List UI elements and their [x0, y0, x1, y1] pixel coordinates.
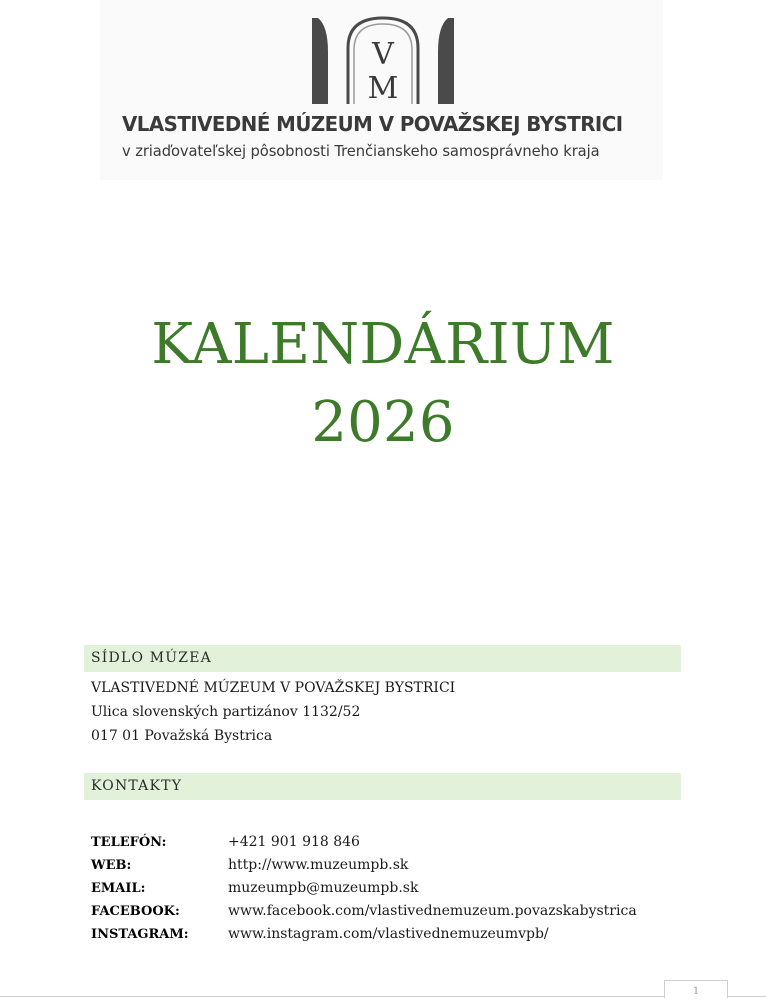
email-label: EMAIL:	[91, 881, 146, 896]
museum-logo	[100, 0, 663, 180]
logo-monogram-v: V	[372, 37, 394, 72]
phone-label: TELEFÓN:	[91, 835, 167, 850]
email-link[interactable]: muzeumpb@muzeumpb.sk	[228, 880, 419, 896]
address-museum-name: VLASTIVEDNÉ MÚZEUM V POVAŽSKEJ BYSTRICI	[91, 680, 456, 696]
seat-section-header: SÍDLO MÚZEA	[84, 645, 681, 672]
address-street: Ulica slovenských partizánov 1132/52	[91, 704, 361, 720]
logo-title: VLASTIVEDNÉ MÚZEUM V POVAŽSKEJ BYSTRICI	[122, 112, 623, 136]
instagram-label: INSTAGRAM:	[91, 927, 189, 942]
logo-subtitle: v zriaďovateľskej pôsobnosti Trenčianskeho samosprávneho kraja	[122, 142, 600, 160]
title-line-1: KALENDÁRIUM	[151, 312, 615, 377]
logo-monogram-m: M	[367, 71, 399, 104]
title-year: 2026	[311, 390, 455, 455]
web-link[interactable]: http://www.muzeumpb.sk	[228, 857, 409, 873]
footer-divider	[0, 996, 766, 997]
facebook-link[interactable]: www.facebook.com/vlastivednemuzeum.povazskabystrica	[228, 903, 637, 919]
contacts-section-header: KONTAKTY	[84, 773, 681, 800]
phone-value[interactable]: +421 901 918 846	[228, 834, 360, 850]
museum-logo-icon	[310, 12, 456, 104]
instagram-link[interactable]: www.instagram.com/vlastivednemuzeumvpb/	[228, 926, 549, 942]
logo-right-arch	[438, 18, 454, 104]
web-label: WEB:	[91, 858, 132, 873]
address-city: 017 01 Považská Bystrica	[91, 728, 273, 744]
facebook-label: FACEBOOK:	[91, 904, 180, 919]
document-title	[0, 306, 766, 462]
page-number: 1	[664, 980, 728, 998]
logo-left-arch	[312, 18, 328, 104]
